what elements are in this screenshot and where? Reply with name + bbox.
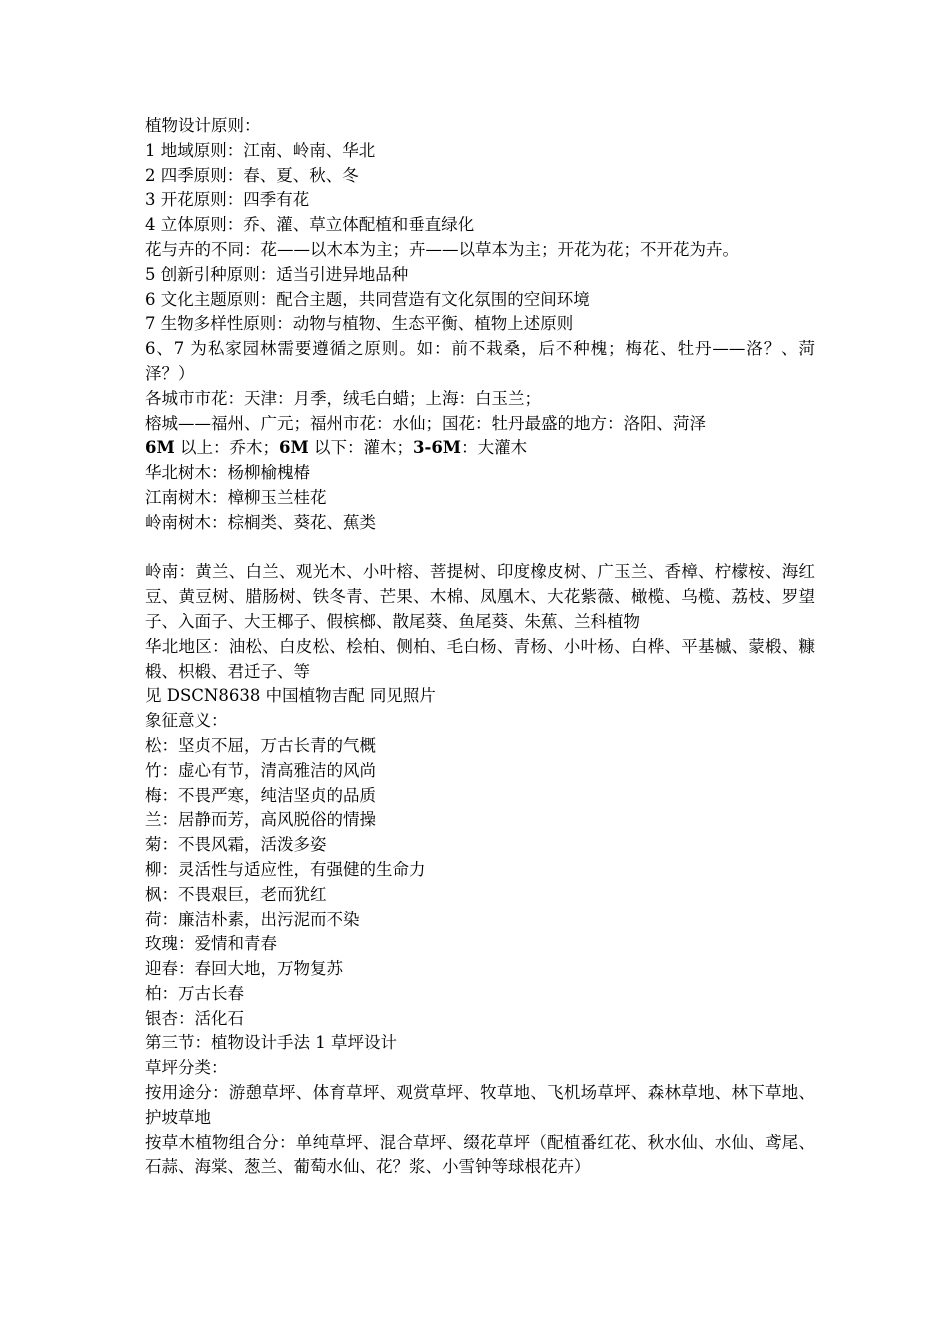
north-china-species-list: 华北地区：油松、白皮松、桧柏、侧柏、毛白杨、青杨、小叶杨、白桦、平基槭、蒙椴、糠椴、枳椴、君迁子、等 — [145, 636, 815, 681]
symbol-rose: 玫瑰：爱情和青春 — [145, 934, 277, 954]
height-label-1: 以上：乔木； — [174, 438, 279, 458]
symbol-chrysanthemum: 菊：不畏风霜，活泼多姿 — [145, 835, 327, 855]
lingnan-trees: 岭南树木：棕榈类、葵花、蕉类 — [145, 512, 376, 532]
north-china-trees: 华北树木：杨柳榆槐椿 — [145, 463, 310, 483]
symbol-cypress: 柏：万古长春 — [145, 983, 244, 1003]
symbol-ginkgo: 银杏：活化石 — [145, 1008, 244, 1028]
lingnan-species-list: 岭南：黄兰、白兰、观光木、小叶榕、菩提树、印度橡皮树、广玉兰、香樟、柠檬桉、海红豆、黄豆树、腊肠树、铁冬青、芒果、木棉、凤凰木、大花紫薇、橄榄、乌榄、荔枝、罗望子、入面子、大王椰子、假槟榔、散尾葵、鱼尾葵、朱蕉、兰科植物 — [145, 562, 815, 631]
city-flowers-line: 各城市市花：天津：月季，绒毛白蜡；上海：白玉兰； — [145, 388, 541, 408]
principle-layered: 4 立体原则：乔、灌、草立体配植和垂直绿化 — [145, 215, 475, 235]
section-heading-principles: 植物设计原则： — [145, 116, 261, 135]
section-heading-lawn-design: 第三节：植物设计手法 1 草坪设计 — [145, 1033, 397, 1053]
symbol-pine: 松：坚贞不屈，万古长青的气概 — [145, 735, 376, 755]
height-value-2: 6M — [279, 438, 309, 458]
principle-regional: 1 地域原则：江南、岭南、华北 — [145, 140, 376, 160]
symbol-orchid: 兰：居静而芳，高风脱俗的情操 — [145, 810, 376, 830]
tree-height-classes — [145, 436, 815, 461]
blank-line — [145, 536, 815, 561]
rong-city-line: 榕城——福州、广元；福州市花：水仙；国花：牡丹最盛的地方：洛阳、菏泽 — [145, 413, 706, 433]
symbol-willow: 柳：灵活性与适应性，有强健的生命力 — [145, 859, 426, 879]
height-label-2: 以下：灌木； — [308, 438, 413, 458]
lawn-classification-heading: 草坪分类： — [145, 1058, 228, 1078]
principle-flowering: 3 开花原则：四季有花 — [145, 190, 310, 210]
symbol-winter-jasmine: 迎春：春回大地，万物复苏 — [145, 959, 343, 979]
section-heading-symbolism: 象征意义： — [145, 711, 228, 731]
principle-introduction: 5 创新引种原则：适当引进异地品种 — [145, 264, 409, 284]
note-flower-vs-herb: 花与卉的不同：花——以木本为主；卉——以草本为主；开花为花；不开花为卉。 — [145, 239, 739, 259]
symbol-maple: 枫：不畏艰巨，老而犹红 — [145, 884, 327, 904]
lawn-by-use: 按用途分：游憩草坪、体育草坪、观赏草坪、牧草地、飞机场草坪、森林草地、林下草地、护坡草地 — [145, 1083, 815, 1127]
height-label-3: ：大灌木 — [461, 438, 528, 458]
note-private-garden: 6、7 为私家园林需要遵循之原则。如：前不栽桑，后不种槐；梅花、牡丹——洛？、菏泽？） — [145, 339, 815, 383]
photo-reference: 见 DSCN8638 中国植物吉配 同见照片 — [145, 686, 436, 706]
document-page — [145, 114, 815, 1180]
principle-cultural-theme: 6 文化主题原则：配合主题，共同营造有文化氛围的空间环境 — [145, 289, 590, 309]
symbol-lotus: 荷：廉洁朴素，出污泥而不染 — [145, 909, 360, 929]
height-value-3: 3-6M — [413, 438, 462, 458]
principle-seasons: 2 四季原则：春、夏、秋、冬 — [145, 165, 359, 185]
height-value-1: 6M — [145, 438, 175, 458]
principle-biodiversity: 7 生物多样性原则：动物与植物、生态平衡、植物上述原则 — [145, 314, 574, 334]
symbol-bamboo: 竹：虚心有节，清高雅洁的风尚 — [145, 760, 376, 780]
jiangnan-trees: 江南树木：樟柳玉兰桂花 — [145, 487, 327, 507]
symbol-plum: 梅：不畏严寒，纯洁坚贞的品质 — [145, 785, 376, 805]
lawn-by-composition: 按草木植物组合分：单纯草坪、混合草坪、缀花草坪（配植番红花、秋水仙、水仙、鸢尾、石蒜、海棠、葱兰、葡萄水仙、花？浆、小雪钟等球根花卉） — [145, 1132, 815, 1177]
